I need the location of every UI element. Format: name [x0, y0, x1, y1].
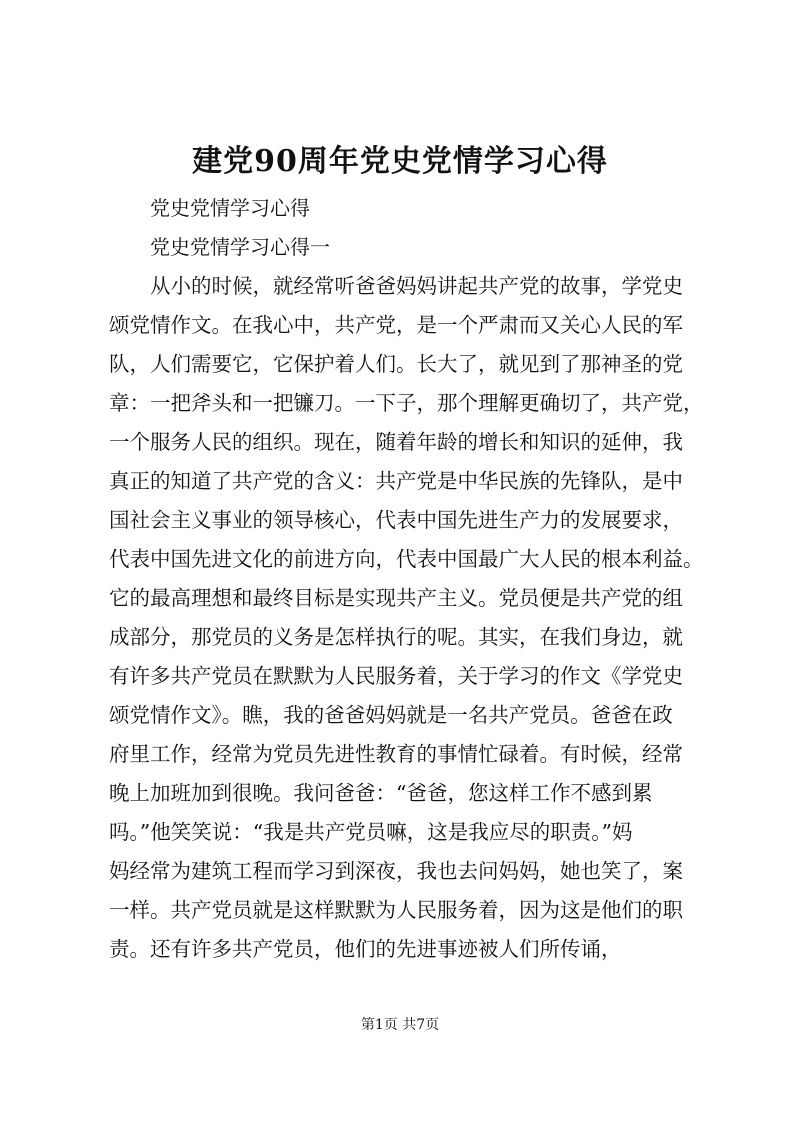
subheading-2: 党史党情学习心得一	[150, 235, 330, 259]
paragraph-line: 成部分，那党员的义务是怎样执行的呢。其实，在我们身边，就	[109, 625, 683, 649]
paragraph-line: 晚上加班加到很晚。我问爸爸：“爸爸，您这样工作不感到累	[109, 781, 653, 805]
paragraph-line: 国社会主义事业的领导核心，代表中国先进生产力的发展要求，	[109, 508, 683, 532]
paragraph-line: 代表中国先进文化的前进方向，代表中国最广大人民的根本利益。	[109, 547, 704, 571]
paragraph-line: 责。还有许多共产党员，他们的先进事迹被人们所传诵，	[109, 937, 622, 961]
page-footer: 第1页 共7页	[360, 1017, 440, 1033]
paragraph-line: 妈经常为建筑工程而学习到深夜，我也去问妈妈，她也笑了，案	[109, 859, 683, 883]
paragraph-line: 一个服务人民的组织。现在，随着年龄的增长和知识的延伸，我	[109, 430, 683, 454]
paragraph-line: 章：一把斧头和一把镰刀。一下子，那个理解更确切了，共产党，	[109, 391, 704, 415]
paragraph-line: 真正的知道了共产党的含义：共产党是中华民族的先锋队，是中	[109, 469, 683, 493]
paragraph-line: 队，人们需要它，它保护着人们。长大了，就见到了那神圣的党	[109, 352, 683, 376]
paragraph-line: 府里工作，经常为党员先进性教育的事情忙碌着。有时候，经常	[109, 742, 683, 766]
subheading-1: 党史党情学习心得	[150, 196, 310, 220]
paragraph-line: 有许多共产党员在默默为人民服务着，关于学习的作文《学党史	[109, 664, 683, 688]
paragraph-line: 颂党情作文》。瞧，我的爸爸妈妈就是一名共产党员。爸爸在政	[109, 703, 673, 727]
paragraph-line: 吗。”他笑笑说：“我是共产党员嘛，这是我应尽的职责。”妈	[109, 820, 633, 844]
document-title: 建党90周年党史党情学习心得	[192, 144, 608, 179]
paragraph-line: 颂党情作文。在我心中，共产党，是一个严肃而又关心人民的军	[109, 313, 683, 337]
paragraph-line: 一样。共产党员就是这样默默为人民服务着，因为这是他们的职	[109, 898, 683, 922]
paragraph-line: 它的最高理想和最终目标是实现共产主义。党员便是共产党的组	[109, 586, 683, 610]
paragraph-line: 从小的时候，就经常听爸爸妈妈讲起共产党的故事，学党史	[150, 274, 683, 298]
